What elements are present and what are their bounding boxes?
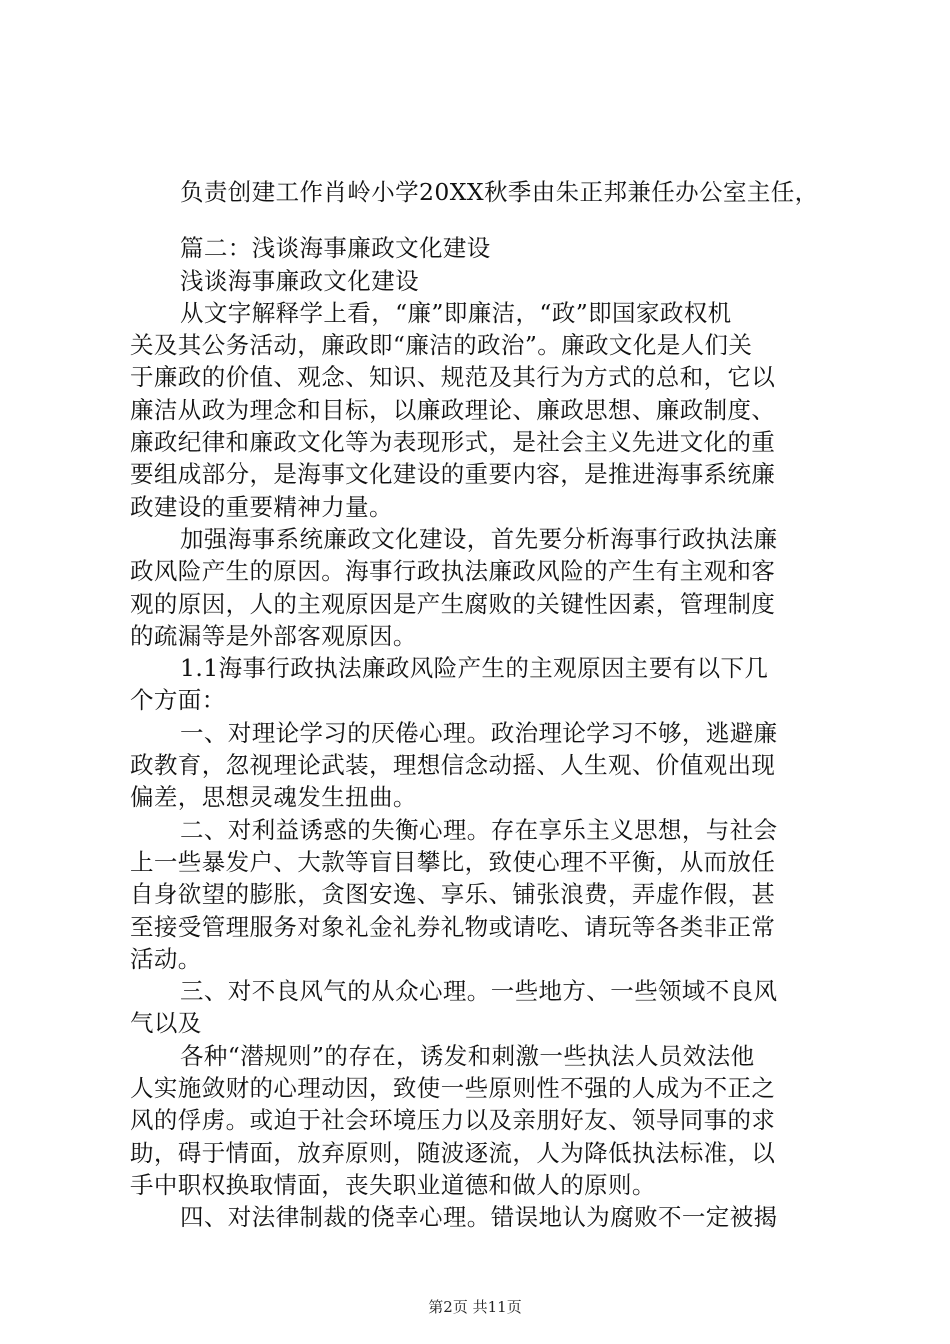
paragraph-line: 四、对法律制裁的侥幸心理。错误地认为腐败不一定被揭 xyxy=(180,1203,778,1232)
paragraph-line: 观的原因，人的主观原因是产生腐败的关键性因素，管理制度 xyxy=(130,589,776,618)
paragraph-line: 1.1海事行政执法廉政风险产生的主观原因主要有以下几 xyxy=(180,654,769,683)
paragraph-line: 二、对利益诱惑的失衡心理。存在享乐主义思想，与社会 xyxy=(180,815,778,844)
paragraph-line: 个方面： xyxy=(130,686,226,715)
paragraph-line: 至接受管理服务对象礼金礼券礼物或请吃、请玩等各类非正常 xyxy=(130,912,776,941)
document-body xyxy=(130,176,830,1234)
paragraph-line: 助，碍于情面，放弃原则，随波逐流，人为降低执法标准，以 xyxy=(130,1138,776,1167)
paragraph-line: 的疏漏等是外部客观原因。 xyxy=(130,621,417,650)
paragraph-line: 偏差，思想灵魂发生扭曲。 xyxy=(130,783,417,812)
paragraph-line: 政教育，忽视理论武装，理想信念动摇、人生观、价值观出现 xyxy=(130,751,776,780)
paragraph-line: 廉洁从政为理念和目标，以廉政理论、廉政思想、廉政制度、 xyxy=(130,395,776,424)
paragraph-line: 气以及 xyxy=(130,1009,202,1038)
top-line: 负责创建工作肖岭小学20XX秋季由朱正邦兼任办公室主任， xyxy=(180,178,819,206)
paragraph-line: 风的俘虏。或迫于社会环境压力以及亲朋好友、领导同事的求 xyxy=(130,1106,776,1135)
paragraph-line: 政风险产生的原因。海事行政执法廉政风险的产生有主观和客 xyxy=(130,557,776,586)
paragraph-line: 从文字解释学上看，“廉”即廉洁，“政”即国家政权机 xyxy=(180,298,732,327)
paragraph-line: 要组成部分，是海事文化建设的重要内容，是推进海事系统廉 xyxy=(130,460,776,489)
paragraph-line: 手中职权换取情面，丧失职业道德和做人的原则。 xyxy=(130,1170,656,1199)
paragraph-line: 加强海事系统廉政文化建设，首先要分析海事行政执法廉 xyxy=(180,524,778,553)
paragraph-line: 活动。 xyxy=(130,944,202,973)
paragraph-line: 人实施敛财的心理动因，致使一些原则性不强的人成为不正之 xyxy=(130,1074,776,1103)
paragraph-line: 一、对理论学习的厌倦心理。政治理论学习不够，逃避廉 xyxy=(180,718,778,747)
paragraph-line: 廉政纪律和廉政文化等为表现形式，是社会主义先进文化的重 xyxy=(130,428,776,457)
section-heading: 篇二：浅谈海事廉政文化建设 xyxy=(180,234,491,263)
paragraph-line: 各种“潜规则”的存在，诱发和刺激一些执法人员效法他 xyxy=(180,1041,755,1070)
article-subtitle: 浅谈海事廉政文化建设 xyxy=(180,266,419,295)
page-footer: 第2页 共11页 xyxy=(428,1298,522,1316)
paragraph-line: 自身欲望的膨胀，贪图安逸、享乐、铺张浪费，弄虚作假，甚 xyxy=(130,880,776,909)
paragraph-line: 于廉政的价值、观念、知识、规范及其行为方式的总和，它以 xyxy=(130,363,776,392)
paragraph-line: 关及其公务活动，廉政即“廉洁的政治”。廉政文化是人们关 xyxy=(130,331,753,360)
paragraph-line: 上一些暴发户、大款等盲目攀比，致使心理不平衡，从而放任 xyxy=(130,847,776,876)
paragraph-line: 政建设的重要精神力量。 xyxy=(130,492,393,521)
paragraph-line: 三、对不良风气的从众心理。一些地方、一些领域不良风 xyxy=(180,977,778,1006)
